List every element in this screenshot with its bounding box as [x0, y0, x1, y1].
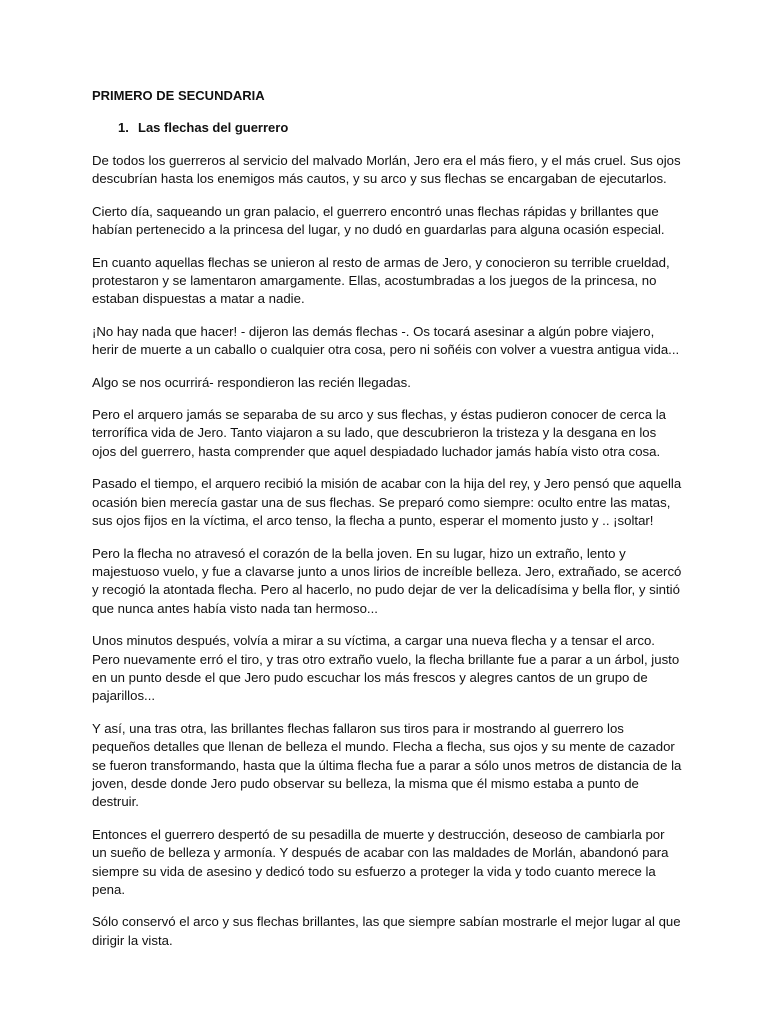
paragraph: Sólo conservó el arco y sus flechas brillantes, las que siempre sabían mostrarle el mejor lugar al que dirigir la vista. [92, 914, 681, 948]
paragraph: De todos los guerreros al servicio del malvado Morlán, Jero era el más fiero, y el más cruel. Sus ojos descubrían hasta los enemigos más cautos, y su arco y sus flechas se encargaban de ejecutarlos. [92, 153, 681, 187]
section-title-text: Las flechas del guerrero [138, 120, 289, 135]
paragraph: Cierto día, saqueando un gran palacio, el guerrero encontró unas flechas rápidas y brillantes que habían pertenecido a la princesa del lugar, y no dudó en guardarlas para alguna ocasión especial. [92, 203, 665, 238]
paragraph: Entonces el guerrero despertó de su pesadilla de muerte y destrucción, deseoso de cambiarla por un sueño de belleza y armonía. Y después de acabar con las maldades de Morlán, abandonó para siempre su vida de asesino y dedicó todo su esfuerzo a proteger la vida y todo cuanto merece la pena. [92, 826, 669, 897]
paragraph: Y así, una tras otra, las brillantes flechas fallaron sus tiros para ir mostrando al guerrero los pequeños detalles que llenan de belleza el mundo. Flecha a flecha, sus ojos y su mente de cazador se fueron transformando, hasta que la última flecha fue a parar a sólo unos metros de distancia de la joven, desde donde Jero pudo observar su belleza, la misma que él mismo estaba a punto de destruir. [92, 720, 682, 810]
section-number: 1. [118, 120, 129, 135]
paragraph: En cuanto aquellas flechas se unieron al resto de armas de Jero, y conocieron su terrible crueldad, protestaron y se lamentaron amargamente. Ellas, acostumbradas a los juegos de la princesa, no estaban dispuestas a matar a nadie. [92, 254, 670, 307]
paragraph: Pero la flecha no atravesó el corazón de la bella joven. En su lugar, hizo un extraño, lento y majestuoso vuelo, y fue a clavarse junto a unos lirios de increíble belleza. Jero, extrañado, se acercó y recogió la atontada flecha. Pero al hacerlo, no pudo dejar de ver la delicadísima y bella flor, y sintió que nunca antes había visto nada tan hermoso... [92, 545, 682, 616]
paragraph: Unos minutos después, volvía a mirar a su víctima, a cargar una nueva flecha y a tensar el arco. Pero nuevamente erró el tiro, y tras otro extraño vuelo, la flecha brillante fue a parar a un árbol, justo en un punto desde el que Jero pudo escuchar los más frescos y alegres cantos de un grupo de pajarillos... [92, 633, 680, 704]
paragraph: Pasado el tiempo, el arquero recibió la misión de acabar con la hija del rey, y Jero pensó que aquella ocasión bien merecía gastar una de sus flechas. Se preparó como siempre: oculto entre las matas, sus ojos fijos en la víctima, el arco tenso, la flecha a punto, esperar el momento justo y .. ¡soltar! [92, 476, 682, 529]
document-heading: PRIMERO DE SECUNDARIA [92, 88, 265, 103]
section-title [92, 120, 708, 136]
paragraph: ¡No hay nada que hacer! - dijeron las demás flechas -. Os tocará asesinar a algún pobre viajero, herir de muerte a un caballo o cualquier otra cosa, pero ni soñéis con volver a vuestra antigua vida... [92, 323, 680, 358]
paragraph: Pero el arquero jamás se separaba de su arco y sus flechas, y éstas pudieron conocer de cerca la terrorífica vida de Jero. Tanto viajaron a su lado, que descubrieron la tristeza y la desgana en los ojos del guerrero, hasta comprender que aquel despiadado luchador jamás había visto otra cosa. [92, 407, 666, 459]
paragraph: Algo se nos ocurrirá- respondieron las recién llegadas. [92, 374, 411, 390]
